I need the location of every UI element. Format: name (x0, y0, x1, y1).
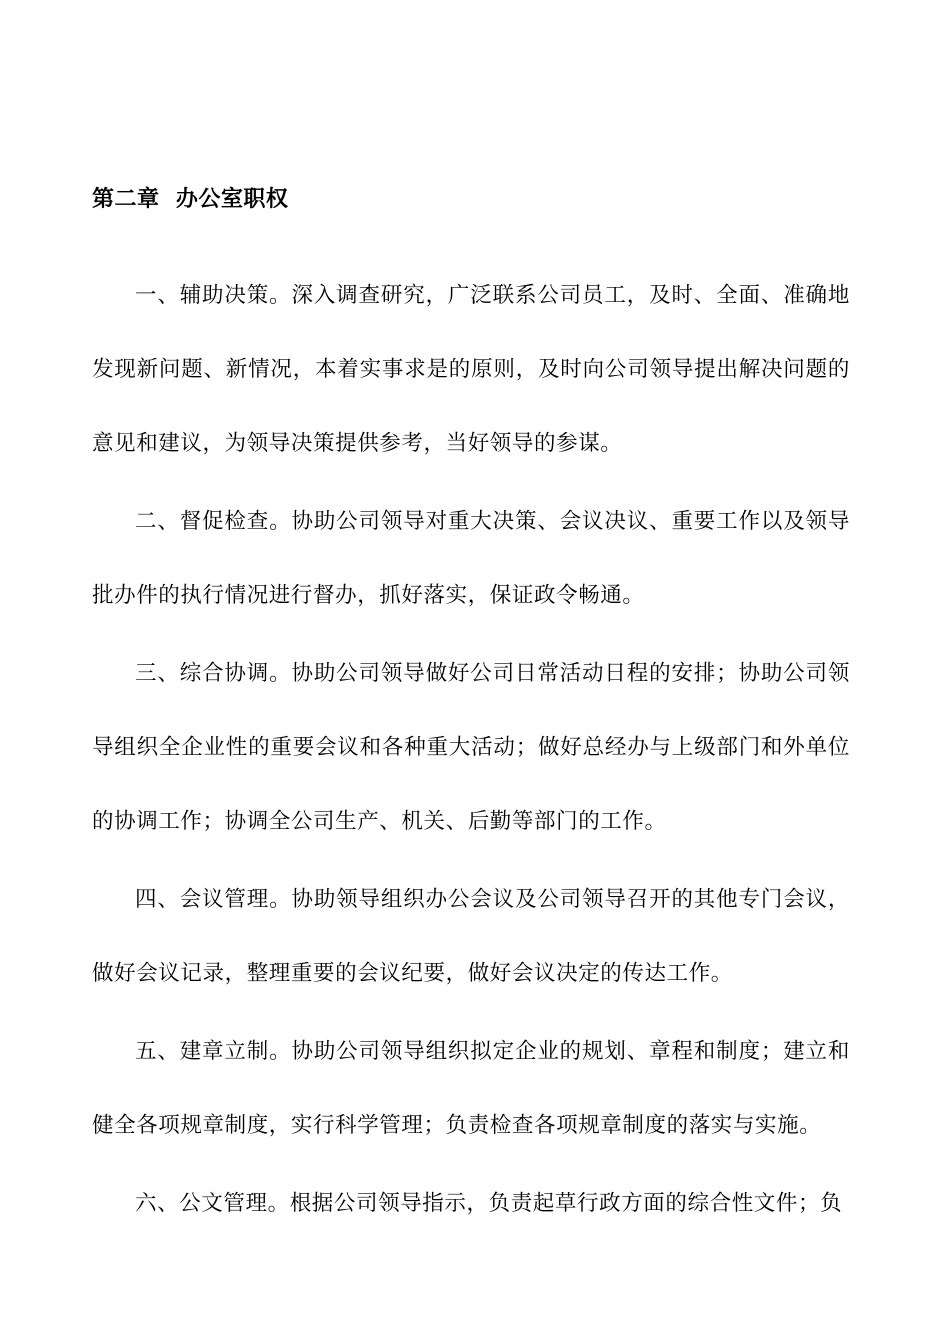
paragraph-rules-establishment: 五、建章立制。协助公司领导组织拟定企业的规划、章程和制度；建立和健全各项规章制度，实行科学管理；负责检查各项规章制度的落实与实施。 (92, 1039, 850, 1138)
paragraph-meeting-management: 四、会议管理。协助领导组织办公会议及公司领导召开的其他专门会议，做好会议记录，整理重要的会议纪要，做好会议决定的传达工作。 (92, 887, 850, 986)
paragraph-supervision: 二、督促检查。协助公司领导对重大决策、会议决议、重要工作以及领导批办件的执行情况进行督办，抓好落实，保证政令畅通。 (92, 509, 850, 608)
document-body (92, 259, 850, 1245)
chapter-heading: 第二章 办公室职权 (92, 187, 289, 212)
paragraph-document-management: 六、公文管理。根据公司领导指示，负责起草行政方面的综合性文件；负 (135, 1191, 843, 1216)
paragraph-coordination: 三、综合协调。协助公司领导做好公司日常活动日程的安排；协助公司领导组织全企业性的重要会议和各种重大活动；做好总经办与上级部门和外单位的协调工作；协调全公司生产、机关、后勤等部门的工作。 (92, 661, 850, 834)
paragraph-decision-support: 一、辅助决策。深入调查研究，广泛联系公司员工，及时、全面、准确地发现新问题、新情况，本着实事求是的原则，及时向公司领导提出解决问题的意见和建议，为领导决策提供参考，当好领导的参谋。 (92, 283, 850, 456)
